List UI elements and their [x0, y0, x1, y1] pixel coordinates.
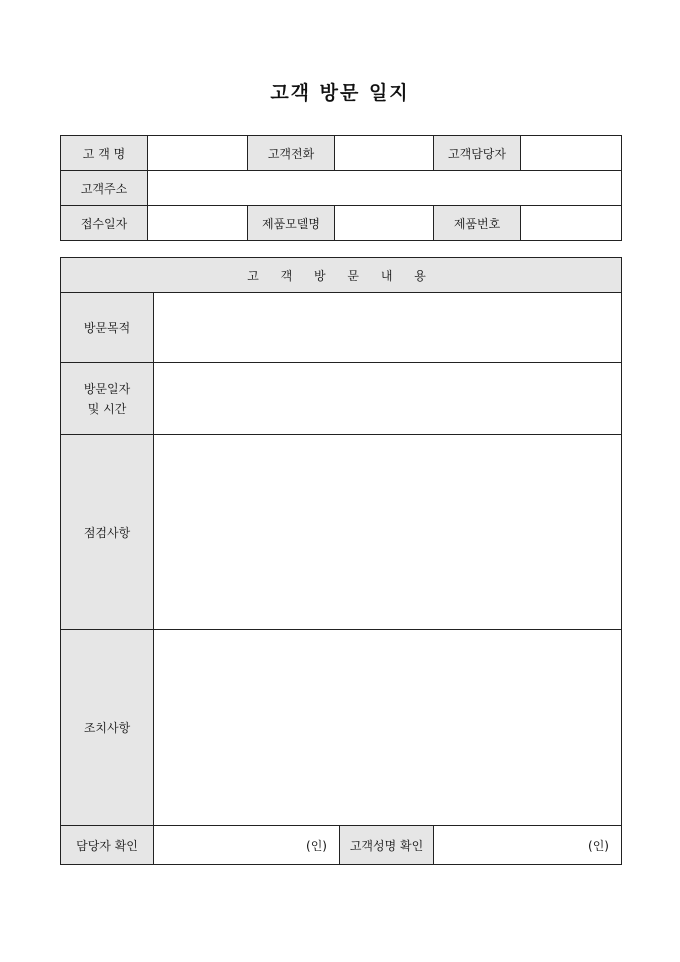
table-row: [61, 293, 622, 363]
customer-phone-field[interactable]: [335, 136, 434, 171]
action-label: 조치사항: [61, 630, 154, 826]
customer-name-field[interactable]: [148, 136, 248, 171]
customer-address-field[interactable]: [148, 171, 622, 206]
table-row: [61, 206, 622, 241]
product-number-field[interactable]: [521, 206, 622, 241]
action-field[interactable]: [154, 630, 622, 826]
customer-sign-label: 고객성명 확인: [340, 826, 434, 865]
table-row: [61, 136, 622, 171]
customer-seal-field[interactable]: (인): [434, 826, 622, 865]
product-model-label: 제품모델명: [248, 206, 335, 241]
staff-seal-field[interactable]: (인): [154, 826, 340, 865]
table-row: [61, 630, 622, 826]
table-row: [61, 826, 622, 865]
visit-datetime-label: [61, 363, 154, 435]
customer-name-label: 고 객 명: [61, 136, 148, 171]
customer-phone-label: 고객전화: [248, 136, 335, 171]
visit-datetime-field[interactable]: [154, 363, 622, 435]
table-row: [61, 171, 622, 206]
table-row: [61, 258, 622, 293]
visit-purpose-field[interactable]: [154, 293, 622, 363]
customer-info-table: [60, 135, 622, 241]
customer-manager-label: 고객담당자: [434, 136, 521, 171]
product-model-field[interactable]: [335, 206, 434, 241]
visit-datetime-label-line2: 및 시간: [87, 401, 127, 416]
inspection-label: 점검사항: [61, 435, 154, 630]
table-row: [61, 435, 622, 630]
visit-content-table: [60, 257, 622, 865]
receipt-date-field[interactable]: [148, 206, 248, 241]
visit-content-header: 고 객 방 문 내 용: [61, 258, 622, 293]
staff-confirm-label: 담당자 확인: [61, 826, 154, 865]
visit-datetime-label-line1: 방문일자: [83, 381, 131, 396]
visit-purpose-label: 방문목적: [61, 293, 154, 363]
inspection-field[interactable]: [154, 435, 622, 630]
customer-manager-field[interactable]: [521, 136, 622, 171]
customer-address-label: 고객주소: [61, 171, 148, 206]
table-row: [61, 363, 622, 435]
receipt-date-label: 접수일자: [61, 206, 148, 241]
page-title: 고객 방문 일지: [270, 82, 410, 104]
product-number-label: 제품번호: [434, 206, 521, 241]
